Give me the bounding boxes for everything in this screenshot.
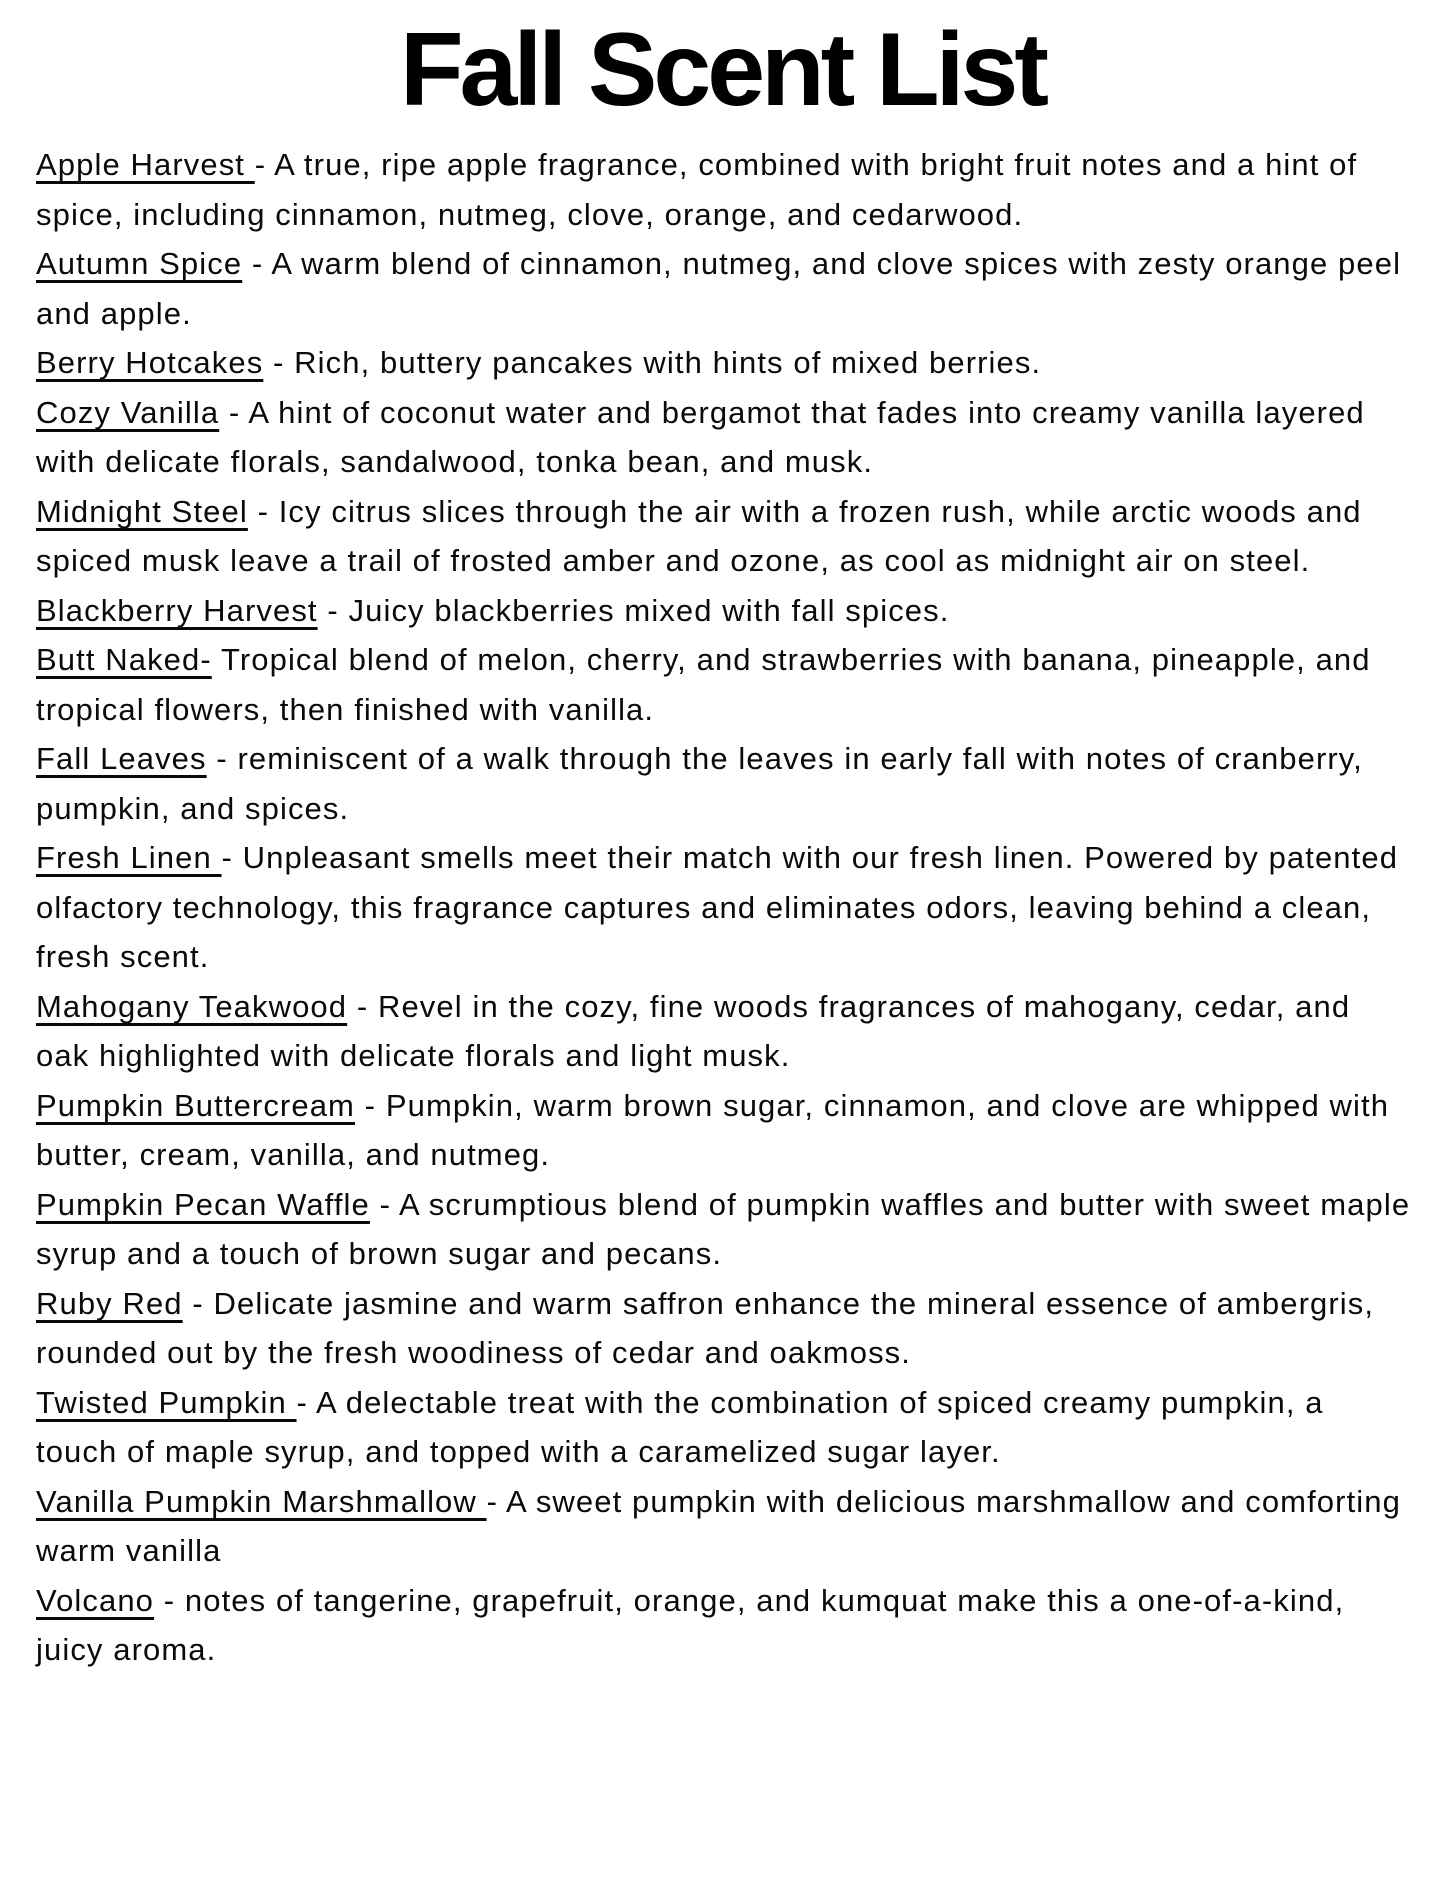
scent-separator: - [206,741,238,777]
scent-separator: - [296,1384,316,1420]
scent-description: Revel in the cozy, fine woods fragrances of mahogany, cedar, and oak highlighted with delicate florals and light musk. [36,988,1351,1074]
scent-item [36,1378,1413,1477]
scent-list [0,140,1445,1675]
scent-name: Fall Leaves [36,741,207,777]
scent-name: Midnight Steel [36,493,248,529]
scent-item [36,1477,1413,1576]
scent-name: Cozy Vanilla [36,394,220,430]
scent-item [36,1576,1413,1675]
scent-item [36,586,1413,636]
scent-separator: - [242,246,272,282]
scent-name: Mahogany Teakwood [36,988,348,1024]
scent-item [36,239,1413,338]
scent-description: Juicy blackberries mixed with fall spices. [348,592,950,628]
scent-separator: - [154,1582,185,1618]
scent-item [36,734,1413,833]
scent-item [36,982,1413,1081]
scent-item [36,1279,1413,1378]
scent-name: Twisted Pumpkin [36,1384,297,1420]
scent-description: A sweet pumpkin with delicious marshmallow and comforting warm vanilla [36,1483,1401,1569]
scent-separator: - [263,345,295,381]
scent-item [36,388,1413,487]
scent-description: A hint of coconut water and bergamot that fades into creamy vanilla layered with delicate florals, sandalwood, tonka bean, and musk. [36,394,1365,480]
scent-name: Pumpkin Buttercream [36,1087,355,1123]
scent-description: Icy citrus slices through the air with a frozen rush, while arctic woods and spiced musk leave a trail of frosted amber and ozone, as cool as midnight air on steel. [36,493,1362,579]
scent-description: Tropical blend of melon, cherry, and strawberries with banana, pineapple, and tropical flowers, then finished with vanilla. [36,642,1371,727]
scent-separator: - [354,1087,386,1123]
scent-separator: - [317,592,349,628]
scent-name: Berry Hotcakes [36,345,264,381]
scent-name: Vanilla Pumpkin Marshmallow [36,1483,487,1519]
scent-description: Unpleasant smells meet their match with our fresh linen. Powered by patented olfactory technology, this fragrance captures and eliminates odors, leaving behind a clean, fresh scent. [36,840,1399,975]
scent-name: Butt Naked- [36,642,212,678]
scent-description: reminiscent of a walk through the leaves in early fall with notes of cranberry, pumpkin, and spices. [36,741,1363,826]
scent-separator: - [221,840,243,876]
scent-description: notes of tangerine, grapefruit, orange, and kumquat make this a one-of-a-kind, juicy aroma. [36,1582,1345,1668]
scent-name: Ruby Red [36,1285,183,1321]
document-page [0,12,1445,1883]
scent-separator: - [219,394,249,430]
scent-item [36,140,1413,239]
page-title: Fall Scent List [399,12,1046,128]
scent-name: Autumn Spice [36,246,243,282]
scent-description: A scrumptious blend of pumpkin waffles and butter with sweet maple syrup and a touch of brown sugar and pecans. [36,1186,1411,1272]
scent-name: Pumpkin Pecan Waffle [36,1186,370,1222]
scent-item [36,338,1413,388]
scent-description: Pumpkin, warm brown sugar, cinnamon, and clove are whipped with butter, cream, vanilla, and nutmeg. [36,1087,1390,1173]
scent-name: Blackberry Harvest [36,592,318,628]
scent-separator: - [182,1285,214,1321]
scent-description: Rich, buttery pancakes with hints of mixed berries. [294,345,1042,381]
scent-description: A true, ripe apple fragrance, combined with bright fruit notes and a hint of spice, including cinnamon, nutmeg, clove, orange, and cedarwood. [36,147,1358,232]
scent-name: Volcano [36,1582,155,1618]
scent-item [36,1081,1413,1180]
scent-separator [212,642,221,677]
scent-item [36,1180,1413,1279]
scent-description: A delectable treat with the combination of spiced creamy pumpkin, a touch of maple syrup, and topped with a caramelized sugar layer. [36,1384,1324,1470]
scent-name: Apple Harvest [36,147,255,183]
scent-description: A warm blend of cinnamon, nutmeg, and clove spices with zesty orange peel and apple. [36,246,1402,331]
scent-separator: - [486,1483,507,1519]
scent-separator: - [254,147,275,183]
scent-separator: - [247,493,279,529]
scent-item [36,635,1413,734]
scent-description: Delicate jasmine and warm saffron enhance the mineral essence of ambergris, rounded out by the fresh woodiness of cedar and oakmoss. [36,1285,1375,1371]
scent-separator: - [347,988,378,1024]
scent-item [36,487,1413,586]
scent-name: Fresh Linen [36,840,222,876]
scent-separator: - [369,1186,400,1222]
scent-item [36,833,1413,982]
